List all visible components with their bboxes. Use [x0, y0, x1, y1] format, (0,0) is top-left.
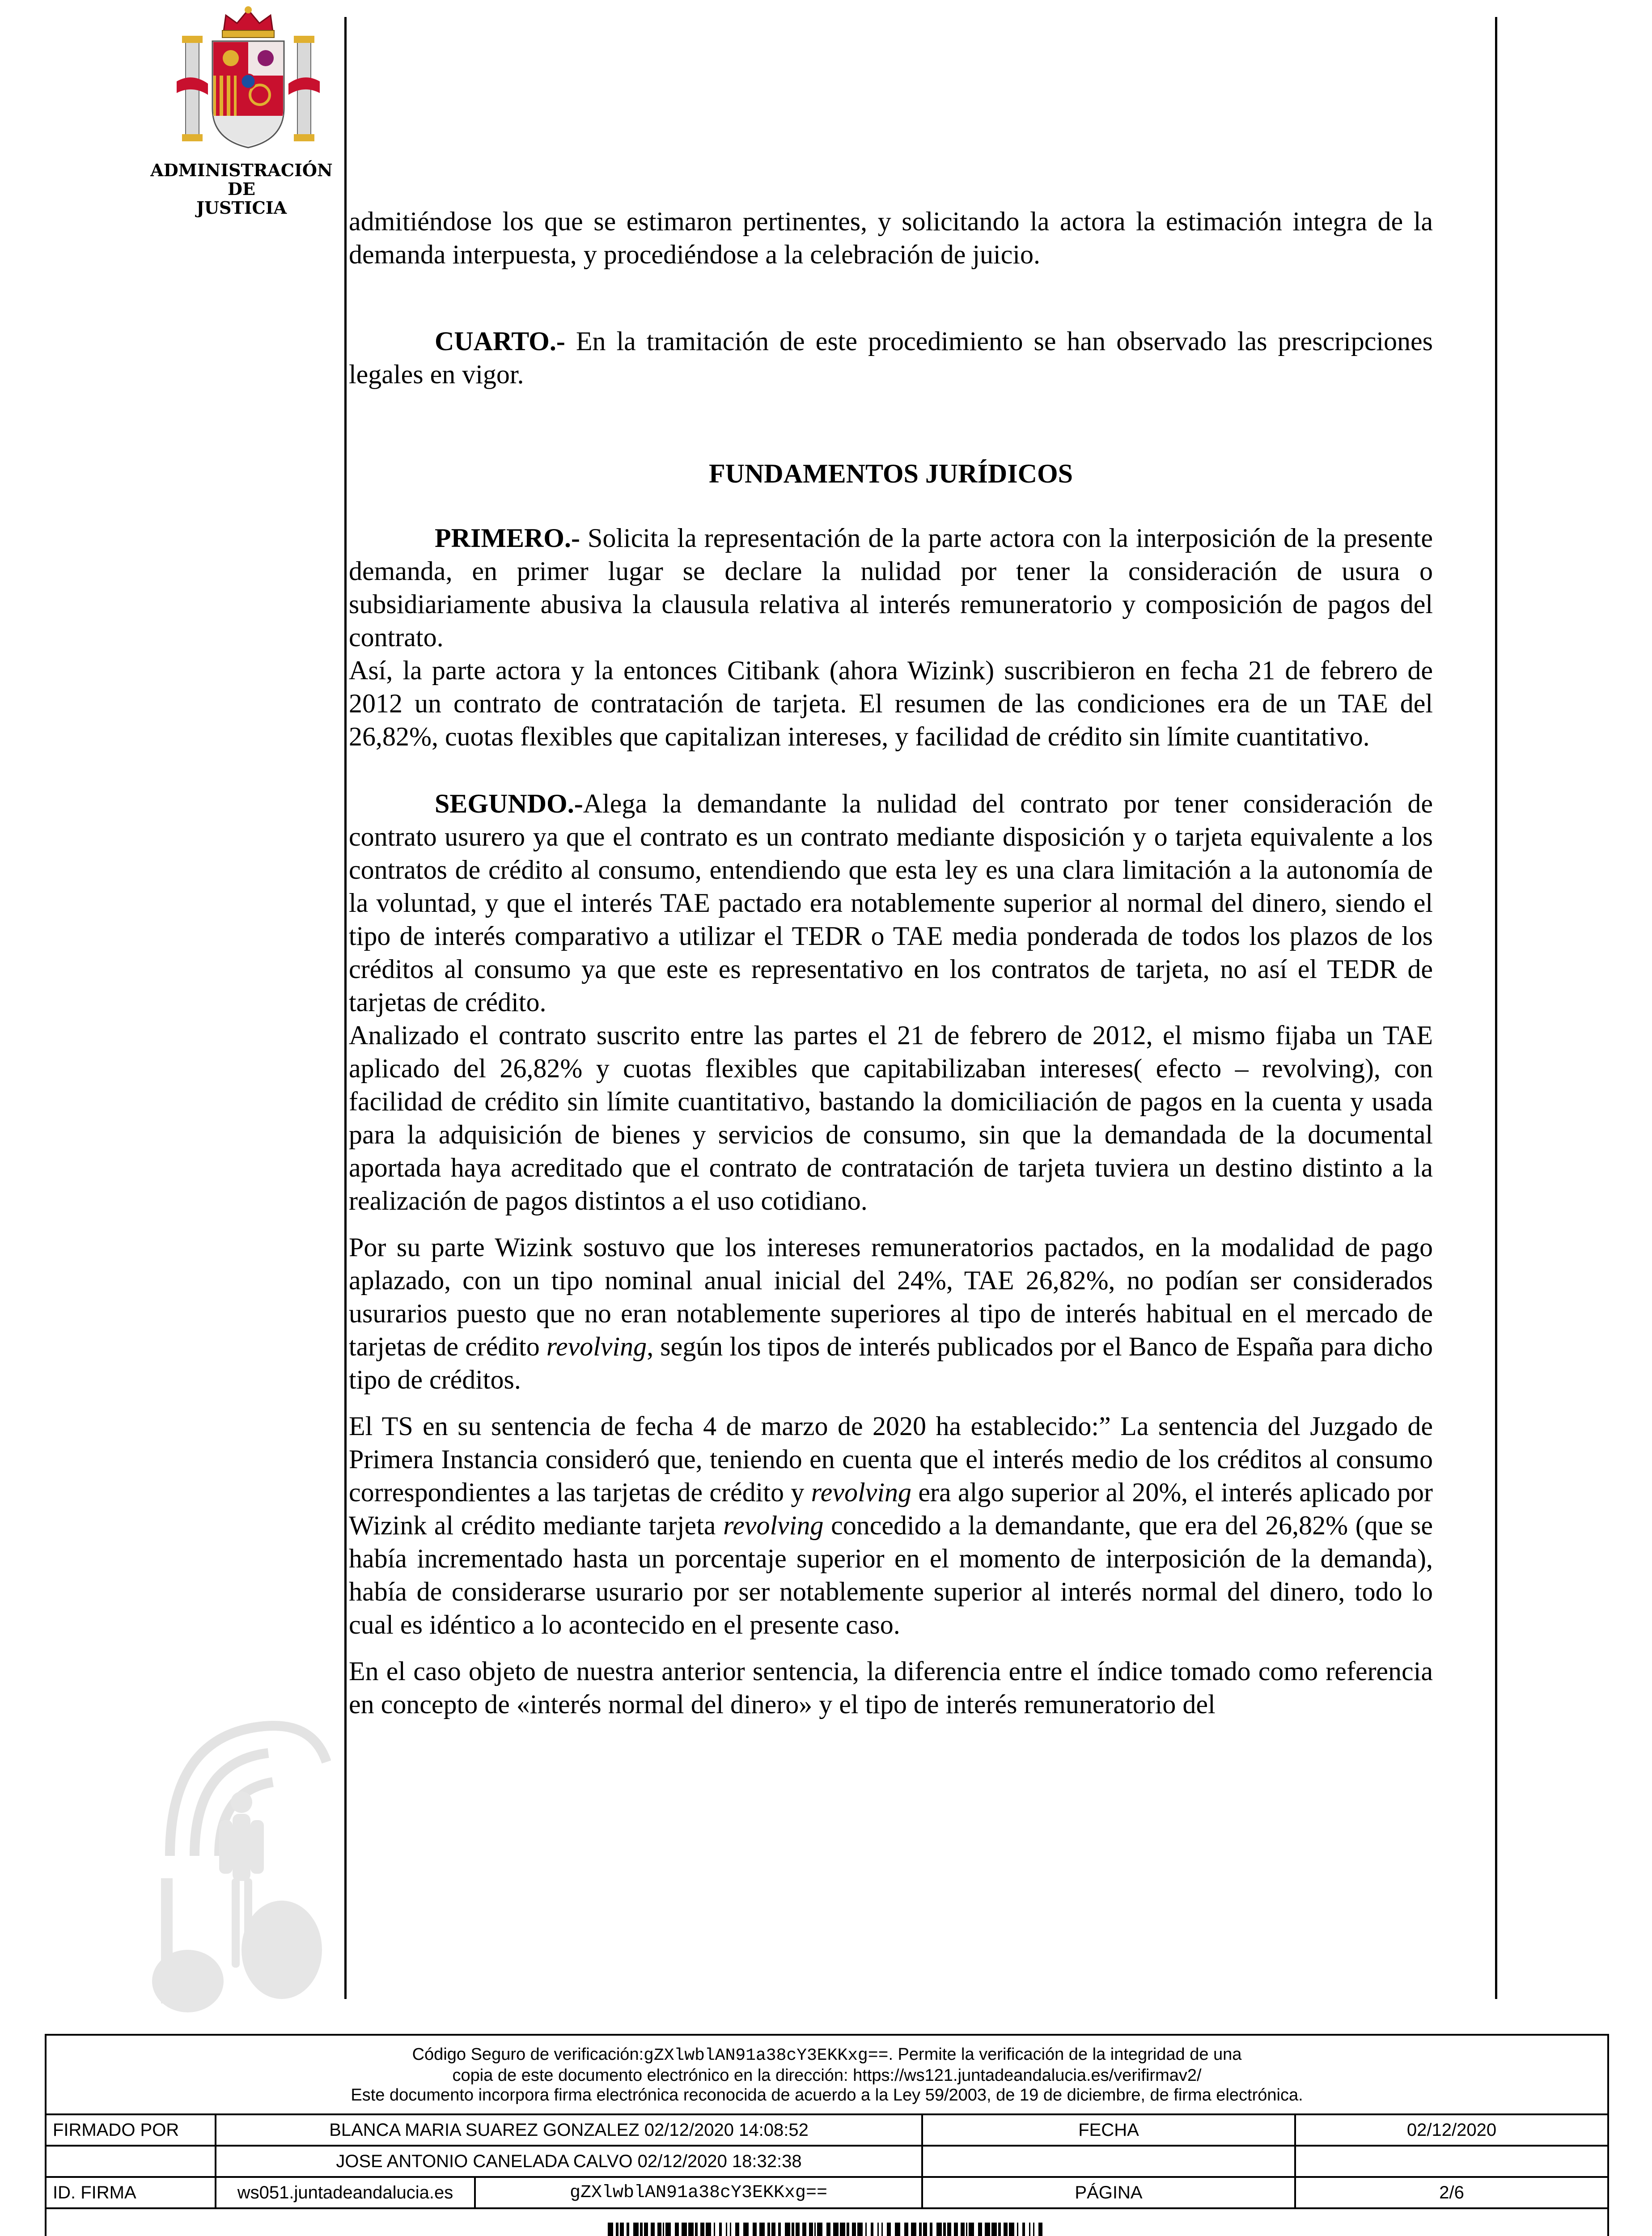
id-firma-label: ID. FIRMA: [46, 2177, 216, 2208]
id-firma-value: ws051.juntadeandalucia.es: [216, 2177, 475, 2208]
paragraph: Analizado el contrato suscrito entre las partes el 21 de febrero de 2012, el mismo fijaba un TAE aplicado del 26,82% y cuotas flexibles que capitabilizaban intereses( efecto – revolving), con facilidad de crédito sin límite cuantitativo, bastando la domiciliación de pagos en la cuenta y usada para la adquisición de bienes y servicios de consumo, sin que la demandada de la documental aportada haya acreditado que el contrato de contratación de tarjeta tuviera un destino distinto a la realización de pagos distintos a el uso cotidiano.: [349, 1021, 1433, 1215]
section-label: SEGUNDO.-: [435, 789, 583, 818]
barcode-icon: [608, 2223, 1046, 2236]
paragraph-text: concedido a la demandante, que era del 26,82% (que se había incrementado hasta un porcentaje superior en el momento de interposición de la demanda), había de considerarse usurario por ser notablemente superior al interés normal del dinero, todo lo cual es idéntico a lo acontecido en el presente caso.: [349, 1511, 1433, 1639]
paragraph: Así, la parte actora y la entonces Citibank (ahora Wizink) suscribieron en fecha 21 de febrero de 2012 un contrato de contratación de tarjeta. El resumen de las condiciones era de un TAE del 26,82%, cuotas flexibles que capitalizan intereses, y facilidad de crédito sin límite cuantitativo.: [349, 656, 1433, 751]
paragraph-quote: [349, 1410, 1433, 1641]
paragraph-text: era algo superior al 20%, el interés aplicado por Wizink al crédito mediante tarjeta: [349, 1478, 1433, 1540]
italic-term: revolving: [811, 1478, 912, 1507]
csv-cell: [46, 2035, 1608, 2114]
paragraph-primero: [349, 521, 1433, 654]
paragraph-text: El TS en su sentencia de fecha 4 de marzo de 2020 ha establecido:” La sentencia del Juzgado de Primera Instancia consideró que, teniendo en cuenta que el interés medio de los créditos al consumo correspondientes a las tarjetas de crédito y: [349, 1411, 1433, 1507]
fecha-label: FECHA: [922, 2114, 1295, 2146]
document-body: [349, 205, 1433, 1721]
barcode-cell: [46, 2208, 1608, 2236]
barcode-row: [46, 2208, 1608, 2236]
csv-label: Código Seguro de verificación:: [412, 2045, 644, 2064]
id-firma-code: gZXlwblAN91a38cY3EKKxg==: [475, 2177, 922, 2208]
paragraph: En el caso objeto de nuestra anterior sentencia, la diferencia entre el índice tomado como referencia en concepto de «interés normal del dinero» y el tipo de interés remuneratorio del: [349, 1656, 1433, 1719]
paragraph-text: Solicita la representación de la parte actora con la interposición de la presente demanda, en primer lugar se declare la nulidad por tener la consideración de usura o subsidiariamente abusiva la clausula relativa al interés remuneratorio y composición de pagos del contrato.: [349, 523, 1433, 652]
section-label: PRIMERO.-: [435, 523, 580, 553]
left-margin-rule: [344, 17, 347, 1999]
id-row: [46, 2177, 1608, 2208]
pagina-value: 2/6: [1295, 2177, 1608, 2208]
paragraph-segundo: [349, 787, 1433, 1019]
paragraph-text: , según los tipos de interés publicados por el Banco de España para dicho tipo de créditos.: [349, 1332, 1433, 1394]
paragraph-text: Alega la demandante la nulidad del contrato por tener consideración de contrato usurero ya que el contrato es un contrato mediante disposición y o tarjeta equivalente a los contratos de crédito al consumo, entendiendo que esta ley es una clara limitación a la autonomía de la voluntad, y que el interés TAE pactado era notablemente superior al normal del dinero, siendo el tipo de interés comparativo a utilizar el TEDR o TAE media ponderada de todos los plazos de los créditos al consumo ya que este es representativo en los contratos de tarjeta, no así el TEDR de tarjetas de crédito.: [349, 789, 1433, 1017]
empty-cell: [46, 2146, 216, 2177]
section-heading: FUNDAMENTOS JURÍDICOS: [709, 459, 1073, 488]
paragraph-text: Por su parte Wizink sostuvo que los intereses remuneratorios pactados, en la modalidad de pago aplazado, con un tipo nominal anual inicial del 24%, TAE 26,82%, no podían ser considerados usurarios puesto que no eran notablemente superiores al tipo de interés habitual en el mercado de tarjetas de crédito: [349, 1232, 1433, 1361]
andalucia-emblem-watermark-icon: [152, 1708, 331, 2012]
admin-label-line3: JUSTICIA: [196, 198, 287, 218]
legal-notice-text: Este documento incorpora firma electrónica reconocida de acuerdo a la Ley 59/2003, de 19 de diciembre, de firma electrónica.: [351, 2085, 1303, 2105]
paragraph-cuarto: [349, 325, 1433, 391]
signer-row-2: [46, 2146, 1608, 2177]
admin-label-line2: DE: [228, 179, 255, 199]
paragraph: [349, 1231, 1433, 1396]
right-margin-rule: [1495, 17, 1497, 1999]
fecha-value: 02/12/2020: [1295, 2114, 1608, 2146]
paragraph: admitiéndose los que se estimaron pertinentes, y solicitando la actora la estimación integra de la demanda interpuesta, y procediéndose a la celebración de juicio.: [349, 207, 1433, 269]
csv-row: [46, 2035, 1608, 2114]
italic-term: revolving: [546, 1332, 647, 1361]
paragraph-text: En la tramitación de este procedimiento se han observado las prescripciones legales en vigor.: [349, 326, 1433, 389]
signer-1: BLANCA MARIA SUAREZ GONZALEZ 02/12/2020 14:08:52: [216, 2114, 922, 2146]
section-label: CUARTO.-: [435, 326, 565, 356]
signer-row: [46, 2114, 1608, 2146]
signature-footer-table: [45, 2034, 1609, 2236]
empty-cell: [1295, 2146, 1608, 2177]
italic-term: revolving: [723, 1511, 824, 1540]
admin-label-line1: ADMINISTRACIÓN: [150, 160, 333, 180]
empty-cell: [922, 2146, 1295, 2177]
signer-2: JOSE ANTONIO CANELADA CALVO 02/12/2020 18:32:38: [216, 2146, 922, 2177]
csv-code: gZXlwblAN91a38cY3EKKxg==: [644, 2045, 889, 2065]
coat-of-arms-icon: [172, 5, 324, 155]
verification-url-text: copia de este documento electrónico en la dirección: https://ws121.juntadeandalucia.es/verifirmav2/: [452, 2066, 1202, 2085]
csv-text: . Permite la verificación de la integridad de una: [888, 2045, 1242, 2064]
firmado-label: FIRMADO POR: [46, 2114, 216, 2146]
administration-label: [130, 161, 353, 217]
pagina-label: PÁGINA: [922, 2177, 1295, 2208]
